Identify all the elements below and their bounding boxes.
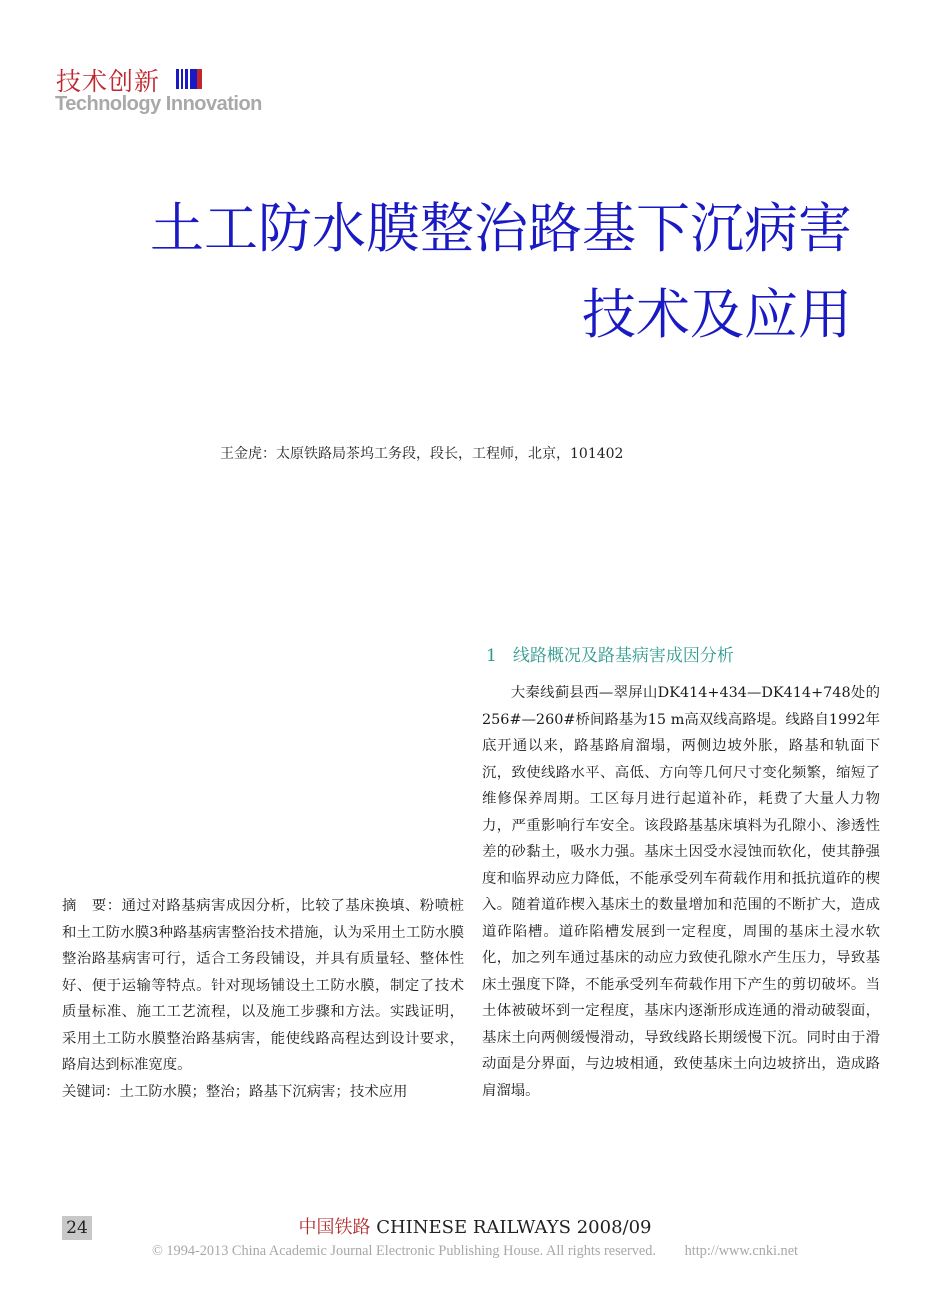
keywords: 关键词：土工防水膜；整治；路基下沉病害；技术应用: [62, 1083, 408, 1100]
article-title-line-2: 技术及应用: [582, 283, 852, 346]
bar-code-icon: [176, 69, 202, 89]
section-number: 1: [486, 646, 497, 666]
abstract-text: 摘 要：通过对路基病害成因分析，比较了基床换填、粉喷桩和土工防水膜3种路基病害整治技术措施，认为采用土工防水膜整治路基病害可行，适合工务段铺设，并具有质量轻、整体性好、便于运输等特点。针对现场铺设土工防水膜，制定了技术质量标准、施工工艺流程，以及施工步骤和方法。实践证明，采用土工防水膜整治路基病害，能使线路高程达到设计要求，路肩达到标准宽度。: [62, 898, 464, 1073]
section-label-english: Technology Innovation: [55, 93, 262, 115]
journal-footer: [0, 1213, 950, 1239]
journal-name-cn: 中国铁路: [298, 1217, 371, 1238]
author-affiliation: 王金虎：太原铁路局茶坞工务段，段长，工程师，北京，101402: [220, 446, 624, 462]
copyright-notice: © 1994-2013 China Academic Journal Electronic Publishing House. All rights reserved. http://www.cnki.net: [151, 1243, 799, 1259]
section-heading-text: 线路概况及路基病害成因分析: [512, 646, 734, 666]
abstract-block: [62, 893, 464, 1105]
page-number: 24: [62, 1216, 92, 1240]
section-label: 技术创新: [56, 67, 161, 96]
section-heading: [486, 641, 734, 666]
body-paragraph: 大秦线蓟县西—翠屏山DK414+434—DK414+748处的256#—260#桥间路基为15 m高双线高路堤。线路自1992年底开通以来，路基路肩溜塌，两侧边坡外胀，路基和轨面下沉，致使线路水平、高低、方向等几何尺寸变化频繁，缩短了维修保养周期。工区每月进行起道补砟，耗费了大量人力物力，严重影响行车安全。该段路基基床填料为孔隙小、渗透性差的砂黏土，吸水力强。基床土因受水浸蚀而软化，使其静强度和临界动应力降低，不能承受列车荷载作用和抵抗道砟的楔入。随着道砟楔入基床土的数量增加和范围的不断扩大，造成道砟陷槽。道砟陷槽发展到一定程度，周围的基床土浸水软化，加之列车通过基床的动应力致使孔隙水产生压力，导致基床土强度下降，不能承受列车荷载作用下产生的剪切破坏。当土体被破坏到一定程度，基床内逐渐形成连通的滑动破裂面，基床土向两侧缓慢滑动，导致线路长期缓慢下沉。同时由于滑动面是分界面，与边坡相通，致使基床土向边坡挤出，造成路肩溜塌。: [482, 685, 880, 1099]
journal-name-en: CHINESE RAILWAYS 2008/09: [376, 1217, 652, 1238]
article-title-line-1: 土工防水膜整治路基下沉病害: [150, 197, 852, 260]
